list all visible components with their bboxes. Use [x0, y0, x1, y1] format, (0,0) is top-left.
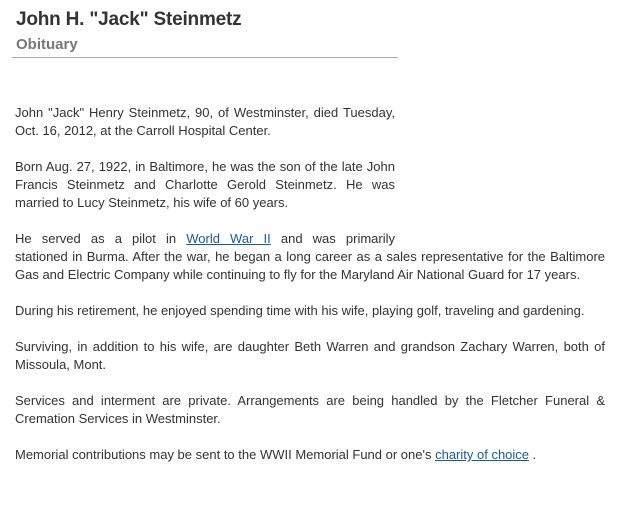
paragraph-retirement: During his retirement, he enjoyed spending time with his wife, playing golf, traveling and gardening.	[15, 303, 585, 318]
page-title: John H. "Jack" Steinmetz	[16, 9, 242, 30]
paragraph-death-notice: John "Jack" Henry Steinmetz, 90, of Westminster, died Tuesday, Oct. 16, 2012, at the Carroll Hospital Center.	[15, 105, 395, 138]
military-text-after-link: and was primarily	[270, 231, 396, 246]
header-divider	[12, 57, 398, 58]
paragraph-services: Services and interment are private. Arrangements are being handled by the Fletcher Funeral & Cremation Services in Westminster.	[15, 393, 605, 426]
charity-of-choice-link[interactable]: charity of choice	[435, 447, 530, 462]
paragraph-memorial	[15, 446, 605, 464]
page-subtitle: Obituary	[16, 36, 78, 53]
military-text-before-link: He served as a pilot in	[15, 231, 187, 246]
paragraph-birth-family: Born Aug. 27, 1922, in Baltimore, he was the son of the late John Francis Steinmetz and Charlotte Gerold Steinmetz. He was married to Lucy Steinmetz, his wife of 60 years.	[15, 159, 395, 210]
memorial-text-before-link: Memorial contributions may be sent to the WWII Memorial Fund or one's	[15, 447, 436, 462]
world-war-ii-link[interactable]: World War II	[186, 231, 271, 246]
memorial-text-after-link: .	[529, 447, 537, 462]
obituary-header	[16, 8, 398, 54]
obituary-body	[15, 104, 605, 482]
military-line-start	[15, 230, 395, 248]
military-text-rest: stationed in Burma. After the war, he began a long career as a sales representative for the Baltimore Gas and Electric Company while continuing to fly for the Maryland Air National Guard for 17 years.	[15, 249, 605, 282]
paragraph-military-career	[15, 230, 605, 284]
paragraph-survivors: Surviving, in addition to his wife, are daughter Beth Warren and grandson Zachary Warren, both of Missoula, Mont.	[15, 339, 605, 372]
